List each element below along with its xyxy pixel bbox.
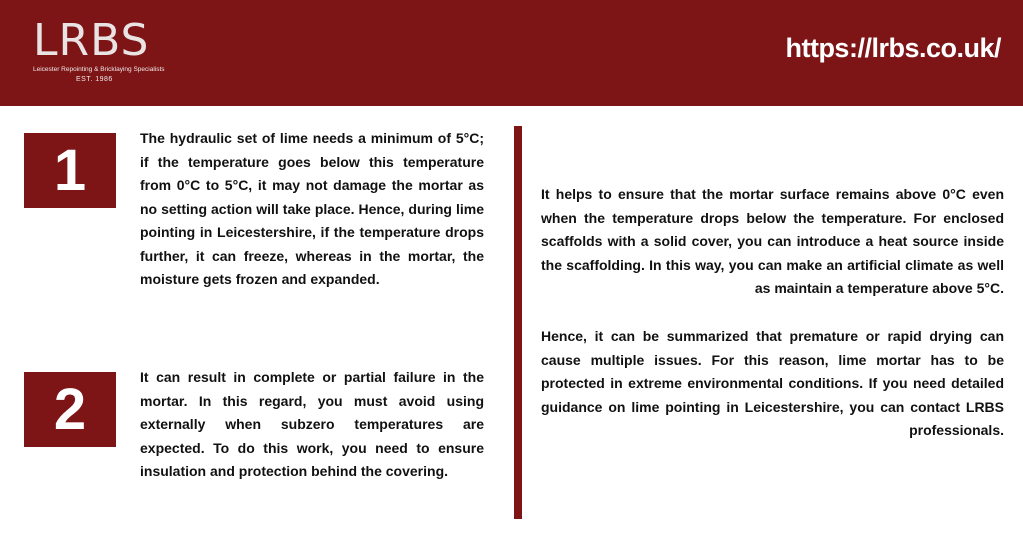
point-number-1: 1 bbox=[24, 133, 116, 208]
website-url[interactable]: https://lrbs.co.uk/ bbox=[785, 33, 1001, 63]
point-number-2: 2 bbox=[24, 372, 116, 447]
right-paragraph-1: It helps to ensure that the mortar surface remains above 0°C even when the temperature drops below the temperature. For enclosed scaffolds with a solid cover, you can introduce a heat source inside the scaffolding. In this way, you can make an artificial climate as well as maintain a temperature above 5°C. bbox=[541, 186, 1004, 296]
point-1-text: The hydraulic set of lime needs a minimum of 5°C; if the temperature goes below this temperature from 0°C to 5°C, it may not damage the mortar as no setting action will take place. Hence, during lime pointing in Leicestershire, if the temperature drops further, it can freeze, whereas in the mortar, the moisture gets frozen and expanded. bbox=[140, 130, 484, 287]
point-2-text: It can result in complete or partial failure in the mortar. In this regard, you must avoid using externally when subzero temperatures are expected. To do this work, you need to ensure insulation and protection behind the covering. bbox=[140, 369, 484, 479]
right-paragraph-2: Hence, it can be summarized that premature or rapid drying can cause multiple issues. For this reason, lime mortar has to be protected in extreme environmental conditions. If you need detailed guidance on lime pointing in Leicestershire, you can contact LRBS professionals. bbox=[541, 328, 1004, 438]
logo-tagline: Leicester Repointing & Bricklaying Specialists bbox=[33, 66, 165, 73]
vertical-divider bbox=[514, 126, 522, 519]
header-banner bbox=[0, 0, 1023, 106]
logo-established: EST. 1986 bbox=[76, 76, 113, 83]
logo: LRBS bbox=[33, 15, 150, 66]
